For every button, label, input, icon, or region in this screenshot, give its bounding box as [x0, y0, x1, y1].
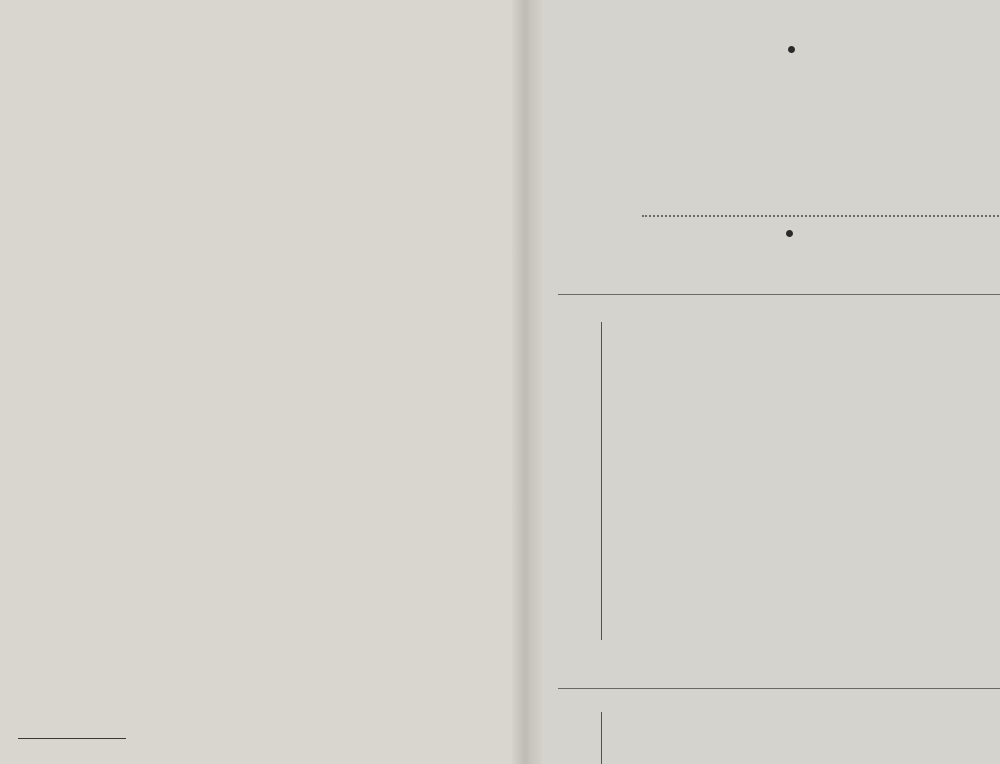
chapter-8-margin-line: [601, 712, 602, 764]
chapter-rule: [558, 294, 1000, 295]
chapter-rule: [558, 688, 1000, 689]
chapter-7-margin-line: [601, 322, 602, 640]
footnote-rule: [18, 738, 126, 739]
right-page: [540, 0, 1000, 764]
ornament-dot: [786, 230, 793, 237]
book-gutter: [512, 0, 542, 764]
ornament-dot: [788, 46, 795, 53]
dot-leader: [642, 215, 1000, 217]
